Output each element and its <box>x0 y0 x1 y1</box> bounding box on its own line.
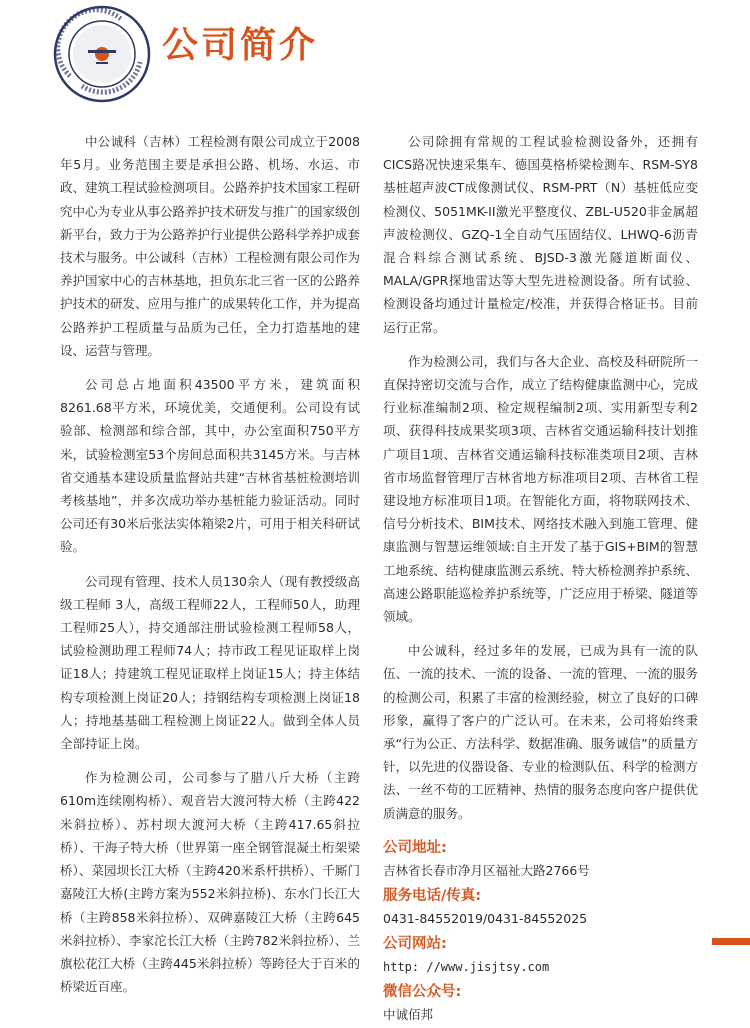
page-edge-decoration <box>712 938 750 945</box>
equipment-paragraph: 公司除拥有常规的工程试验检测设备外，还拥有CICS路况快速采集车、德国莫格桥梁检测车、RSM-SY8基桩超声波CT成像测试仪、RSM-PRT（N）基桩低应变检测仪、5051MK-II激光平整度仪、ZBL-U520非金属超声波检测仪、GZQ-1全自动气压固结仪、LHWQ-6沥青混合料综合测试系统、BJSD-3激光隧道断面仪、MALA/GPR探地雷达等大型先进检测设备。所有试验、检测设备均通过计量检定/校准，并获得合格证书。目前运行正常。 <box>383 134 698 335</box>
right-column <box>383 130 698 1028</box>
address-label: 公司地址: <box>383 839 447 856</box>
wechat-value: 中诚佰邦 <box>383 1006 434 1022</box>
page-title: 公司简介 <box>162 25 319 66</box>
facilities-paragraph: 公司总占地面积43500平方米，建筑面积8261.68平方米，环境优美，交通便利。公司设有试验部、检测部和综合部，其中，办公室面积750平方米，试验检测室53个房间总面积共3145方米。与吉林省交通基本建设质量监督站共建“吉林省基桩检测培训考核基地”，并多次成功举办基桩能力验证活动。同时公司还有30米后张法实体箱梁2片，可用于相关科研试验。 <box>60 377 360 555</box>
website-link[interactable]: http: //www.jisjtsy.com <box>383 959 550 974</box>
contact-block <box>383 836 698 1026</box>
wechat-label: 微信公众号: <box>383 983 462 1000</box>
research-center-seal-logo <box>52 4 152 104</box>
staff-paragraph: 公司现有管理、技术人员130余人（现有教授级高级工程师 3人，高级工程师22人，工程师50人，助理工程师25人），持交通部注册试验检测工程师58人，试验检测助理工程师74人；持市政工程见证取样上岗证18人；持建筑工程见证取样上岗证15人；持主体结构专项检测上岗证20人；持钢结构专项检测上岗证18人；持地基基础工程检测上岗证22人。做到全体人员全部持证上岗。 <box>60 573 360 752</box>
projects-paragraph: 作为检测公司，公司参与了腊八斤大桥（主跨610m连续刚构桥）、观音岩大渡河特大桥（主跨422米斜拉桥）、苏村坝大渡河大桥（主跨417.65斜拉桥）、干海子特大桥（世界第一座全钢管混凝土桁架梁桥）、菜园坝长江大桥（主跨420米系杆拱桥）、千厮门嘉陵江大桥(主跨方案为552米斜拉桥)、东水门长江大桥（主跨858米斜拉桥）、双碑嘉陵江大桥（主跨645米斜拉桥）、李家沱长江大桥（主跨782米斜拉桥）、兰旗松花江大桥（主跨445米斜拉桥）等跨径大于百米的桥梁近百座。 <box>60 770 360 995</box>
phone-label: 服务电话/传真: <box>383 887 482 904</box>
left-column <box>60 130 360 1009</box>
website-label: 公司网站: <box>383 935 447 952</box>
intro-paragraph: 中公诚科（吉林）工程检测有限公司成立于2008年5月。业务范围主要是承担公路、机场、水运、市政、建筑工程试验检测项目。公路养护技术国家工程研究中心为专业从事公路养护技术研发与推广的国家级创新平台，致力于为公路养护行业提供公路科学养护成套技术与服务。中公诚科（吉林）工程检测有限公司作为养护国家中心的吉林基地，担负东北三省一区的公路养护技术的研发、应用与推广的成果转化工作，并为提高公路养护工程质量与品质为己任，全力打造基地的建设、运营与管理。 <box>60 134 361 358</box>
address-value: 吉林省长春市净月区福祉大路2766号 <box>383 862 590 878</box>
phone-value: 0431-84552019/0431-84552025 <box>383 910 588 926</box>
vision-paragraph: 中公诚科，经过多年的发展，已成为具有一流的队伍、一流的技术、一流的设备、一流的管理、一流的服务的检测公司，积累了丰富的检测经验，树立了良好的口碑形象，赢得了客户的广泛认可。在未来，公司将始终秉承“行为公正、方法科学、数据准确、服务诚信”的质量方针，以先进的仪器设备、专业的检测队伍、科学的检测方法、一丝不苟的工匠精神、热情的服务态度向客户提供优质满意的服务。 <box>383 643 698 821</box>
cooperation-paragraph: 作为检测公司，我们与各大企业、高校及科研院所一直保持密切交流与合作，成立了结构健康监测中心，完成行业标准编制2项、检定规程编制2项、实用新型专利2项、获得科技成果奖项3项、吉林省交通运输科技计划推广项目1项、吉林省交通运输科技标准类项目2项、吉林省市场监督管理厅吉林省地方标准项目2项、吉林省工程建设地方标准项目1项。在智能化方面，将物联网技术、信号分析技术、BIM技术、网络技术融入到施工管理、健康监测与智慧运维领域:自主开发了基于GIS+BIM的智慧工地系统、结构健康监测云系统、特大桥检测养护系统、高速公路职能巡检养护系统等，广泛应用于桥梁、隧道等领域。 <box>383 353 698 625</box>
